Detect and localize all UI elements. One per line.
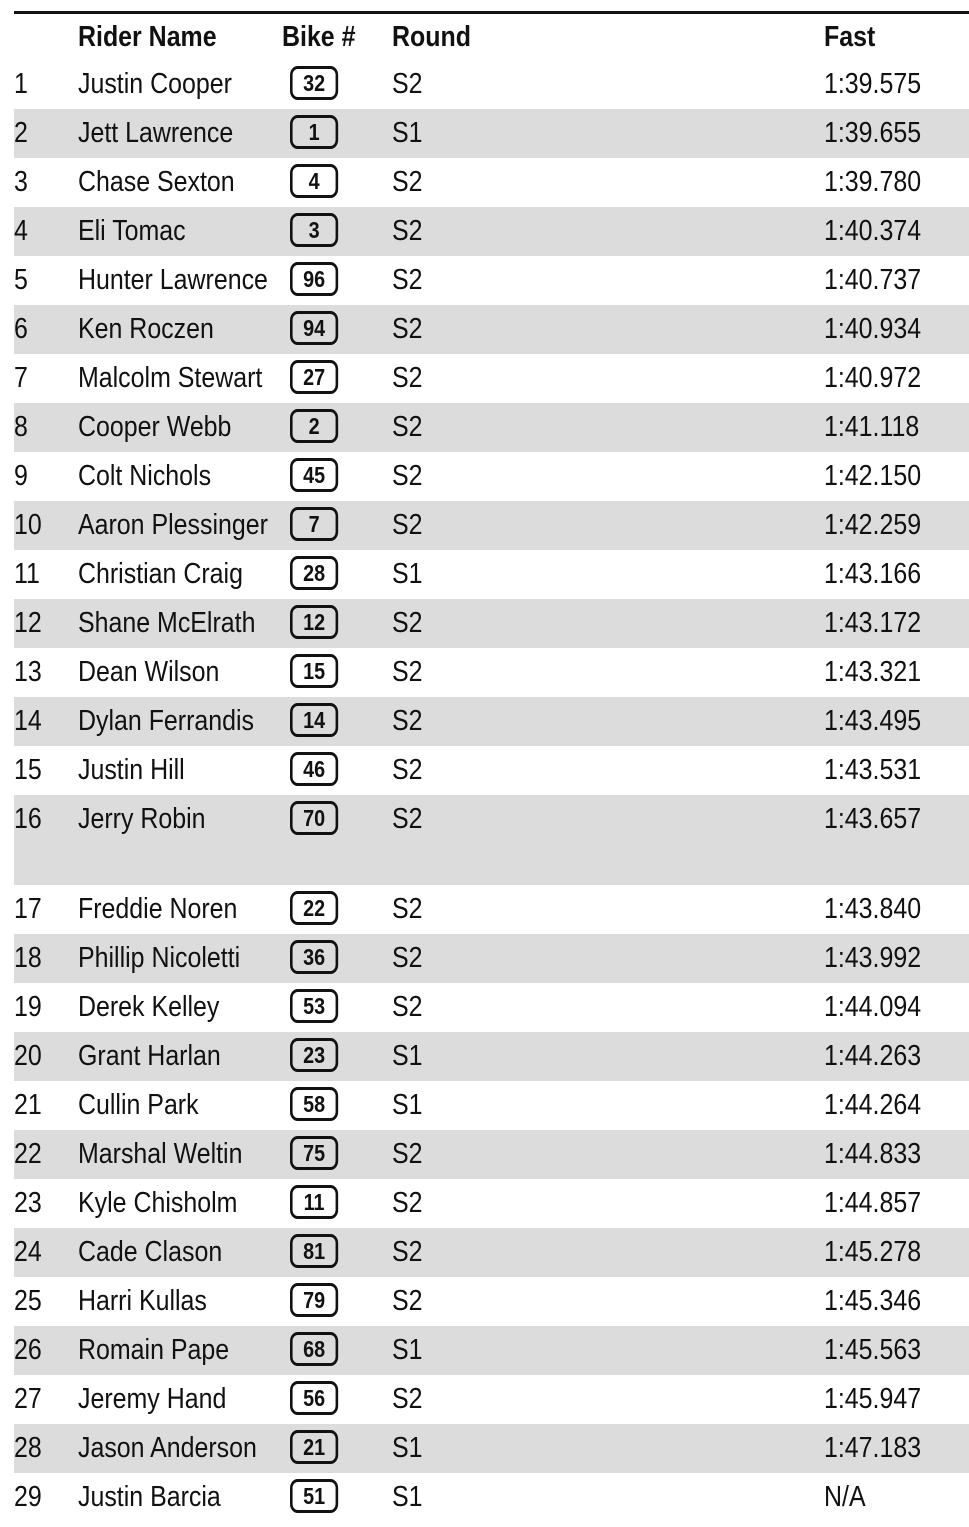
position: 9 bbox=[14, 460, 28, 492]
fast-lap-time: 1:39.780 bbox=[824, 166, 922, 198]
rider-name: Freddie Noren bbox=[78, 893, 238, 925]
position: 10 bbox=[14, 509, 42, 541]
rider-name: Phillip Nicoletti bbox=[78, 942, 241, 974]
position: 16 bbox=[14, 803, 42, 835]
bike-number bbox=[290, 940, 338, 977]
bike-number bbox=[290, 360, 338, 397]
table-row bbox=[14, 60, 969, 109]
rider-name: Justin Cooper bbox=[78, 68, 232, 100]
bike-number bbox=[290, 605, 338, 642]
rider-name: Ken Roczen bbox=[78, 313, 214, 345]
bike-number bbox=[290, 213, 338, 250]
round: S2 bbox=[392, 313, 423, 345]
position: 26 bbox=[14, 1334, 42, 1366]
bike-number bbox=[290, 1283, 338, 1320]
fast-lap-time: 1:43.531 bbox=[824, 754, 922, 786]
position: 19 bbox=[14, 991, 42, 1023]
fast-lap-time: 1:43.495 bbox=[824, 705, 922, 737]
bike-number-badge: 79 bbox=[290, 1283, 338, 1317]
round: S2 bbox=[392, 1138, 423, 1170]
bike-number-badge: 32 bbox=[290, 66, 338, 100]
bike-number bbox=[290, 1136, 338, 1173]
bike-number-badge: 14 bbox=[290, 703, 338, 737]
fast-lap-time: 1:43.840 bbox=[824, 893, 922, 925]
table-header bbox=[14, 14, 969, 60]
bike-number bbox=[290, 1185, 338, 1222]
table-row bbox=[14, 452, 969, 501]
fast-lap-time: 1:42.150 bbox=[824, 460, 922, 492]
round: S2 bbox=[392, 803, 423, 835]
round: S2 bbox=[392, 460, 423, 492]
round: S2 bbox=[392, 754, 423, 786]
header-bike-number: Bike # bbox=[282, 21, 356, 53]
bike-number-badge: 68 bbox=[290, 1332, 338, 1366]
round: S2 bbox=[392, 705, 423, 737]
bike-number bbox=[290, 409, 338, 446]
round: S2 bbox=[392, 1187, 423, 1219]
rider-name: Grant Harlan bbox=[78, 1040, 221, 1072]
table-row bbox=[14, 207, 969, 256]
bike-number bbox=[290, 66, 338, 103]
bike-number bbox=[290, 989, 338, 1026]
bike-number-badge: 53 bbox=[290, 989, 338, 1023]
fast-lap-time: 1:40.934 bbox=[824, 313, 922, 345]
position: 13 bbox=[14, 656, 42, 688]
fast-lap-time: 1:41.118 bbox=[824, 411, 920, 443]
rider-name: Hunter Lawrence bbox=[78, 264, 268, 296]
bike-number-badge: 22 bbox=[290, 891, 338, 925]
table-row bbox=[14, 599, 969, 648]
bike-number-badge: 46 bbox=[290, 752, 338, 786]
bike-number bbox=[290, 311, 338, 348]
bike-number-badge: 70 bbox=[290, 801, 338, 835]
table-body bbox=[14, 60, 969, 1522]
round: S2 bbox=[392, 1236, 423, 1268]
table-row bbox=[14, 1228, 969, 1277]
rider-name: Eli Tomac bbox=[78, 215, 186, 247]
position: 18 bbox=[14, 942, 42, 974]
fast-lap-time: 1:39.655 bbox=[824, 117, 922, 149]
round: S1 bbox=[392, 1334, 423, 1366]
bike-number-badge: 94 bbox=[290, 311, 338, 345]
bike-number bbox=[290, 556, 338, 593]
position: 27 bbox=[14, 1383, 42, 1415]
rider-name: Cullin Park bbox=[78, 1089, 199, 1121]
position: 25 bbox=[14, 1285, 42, 1317]
rider-name: Aaron Plessinger bbox=[78, 509, 268, 541]
table-row bbox=[14, 1277, 969, 1326]
rider-name: Malcolm Stewart bbox=[78, 362, 263, 394]
table-row bbox=[14, 109, 969, 158]
position: 6 bbox=[14, 313, 28, 345]
bike-number-badge: 2 bbox=[290, 409, 338, 443]
bike-number-badge: 15 bbox=[290, 654, 338, 688]
bike-number bbox=[290, 654, 338, 691]
position: 5 bbox=[14, 264, 28, 296]
bike-number-badge: 96 bbox=[290, 262, 338, 296]
rider-name: Christian Craig bbox=[78, 558, 243, 590]
bike-number bbox=[290, 801, 338, 838]
position: 28 bbox=[14, 1432, 42, 1464]
header-rider-name: Rider Name bbox=[78, 21, 217, 53]
fast-lap-time: 1:43.172 bbox=[824, 607, 922, 639]
bike-number bbox=[290, 1381, 338, 1418]
position: 15 bbox=[14, 754, 42, 786]
rider-name: Jason Anderson bbox=[78, 1432, 257, 1464]
table-row bbox=[14, 983, 969, 1032]
round: S2 bbox=[392, 656, 423, 688]
round: S2 bbox=[392, 942, 423, 974]
table-row bbox=[14, 1473, 969, 1522]
header-round: Round bbox=[392, 21, 471, 53]
round: S1 bbox=[392, 1432, 423, 1464]
fast-lap-time: 1:43.321 bbox=[824, 656, 922, 688]
table-row bbox=[14, 256, 969, 305]
position: 1 bbox=[14, 68, 28, 100]
round: S1 bbox=[392, 1481, 423, 1513]
round: S2 bbox=[392, 68, 423, 100]
bike-number-badge: 21 bbox=[290, 1430, 338, 1464]
table-row bbox=[14, 697, 969, 746]
header-fast: Fast bbox=[824, 21, 876, 53]
bike-number bbox=[290, 1234, 338, 1271]
position: 24 bbox=[14, 1236, 42, 1268]
round: S2 bbox=[392, 509, 423, 541]
position: 29 bbox=[14, 1481, 42, 1513]
fast-lap-time: 1:40.374 bbox=[824, 215, 922, 247]
fast-lap-time: 1:47.183 bbox=[824, 1432, 922, 1464]
position: 3 bbox=[14, 166, 28, 198]
fast-lap-time: 1:45.563 bbox=[824, 1334, 922, 1366]
table-row bbox=[14, 1081, 969, 1130]
round: S1 bbox=[392, 1089, 423, 1121]
table-row bbox=[14, 1032, 969, 1081]
position: 8 bbox=[14, 411, 28, 443]
table-row bbox=[14, 354, 969, 403]
rider-name: Romain Pape bbox=[78, 1334, 230, 1366]
bike-number-badge: 75 bbox=[290, 1136, 338, 1170]
table-row bbox=[14, 746, 969, 795]
bike-number-badge: 45 bbox=[290, 458, 338, 492]
results-table bbox=[14, 14, 969, 1522]
bike-number-badge: 28 bbox=[290, 556, 338, 590]
rider-name: Marshal Weltin bbox=[78, 1138, 243, 1170]
round: S1 bbox=[392, 117, 423, 149]
fast-lap-time: 1:45.346 bbox=[824, 1285, 922, 1317]
fast-lap-time: 1:39.575 bbox=[824, 68, 922, 100]
bike-number bbox=[290, 458, 338, 495]
fast-lap-time: 1:43.657 bbox=[824, 803, 922, 835]
round: S2 bbox=[392, 1383, 423, 1415]
bike-number-badge: 4 bbox=[290, 164, 338, 198]
rider-name: Cooper Webb bbox=[78, 411, 232, 443]
table-row bbox=[14, 305, 969, 354]
table-row bbox=[14, 550, 969, 599]
table-row bbox=[14, 501, 969, 550]
bike-number bbox=[290, 1332, 338, 1369]
fast-lap-time: 1:40.972 bbox=[824, 362, 922, 394]
bike-number bbox=[290, 703, 338, 740]
fast-lap-time: 1:43.166 bbox=[824, 558, 922, 590]
fast-lap-time: 1:43.992 bbox=[824, 942, 922, 974]
round: S1 bbox=[392, 558, 423, 590]
fast-lap-time: 1:45.278 bbox=[824, 1236, 922, 1268]
bike-number-badge: 56 bbox=[290, 1381, 338, 1415]
fast-lap-time: 1:44.094 bbox=[824, 991, 922, 1023]
fast-lap-time: 1:44.263 bbox=[824, 1040, 922, 1072]
bike-number-badge: 12 bbox=[290, 605, 338, 639]
rider-name: Derek Kelley bbox=[78, 991, 220, 1023]
position: 2 bbox=[14, 117, 28, 149]
bike-number bbox=[290, 891, 338, 928]
bike-number bbox=[290, 1479, 338, 1516]
table-row bbox=[14, 1179, 969, 1228]
rider-name: Jett Lawrence bbox=[78, 117, 234, 149]
bike-number-badge: 11 bbox=[290, 1185, 338, 1219]
fast-lap-time: 1:44.833 bbox=[824, 1138, 922, 1170]
rider-name: Justin Hill bbox=[78, 754, 185, 786]
round: S1 bbox=[392, 1040, 423, 1072]
rider-name: Jerry Robin bbox=[78, 803, 206, 835]
bike-number-badge: 81 bbox=[290, 1234, 338, 1268]
round: S2 bbox=[392, 991, 423, 1023]
rider-name: Kyle Chisholm bbox=[78, 1187, 238, 1219]
position: 7 bbox=[14, 362, 28, 394]
fast-lap-time: 1:44.264 bbox=[824, 1089, 922, 1121]
bike-number-badge: 51 bbox=[290, 1479, 338, 1513]
bike-number-badge: 36 bbox=[290, 940, 338, 974]
bike-number bbox=[290, 507, 338, 544]
rider-name: Shane McElrath bbox=[78, 607, 256, 639]
bike-number bbox=[290, 1087, 338, 1124]
rider-name: Harri Kullas bbox=[78, 1285, 207, 1317]
round: S2 bbox=[392, 893, 423, 925]
bike-number bbox=[290, 164, 338, 201]
round: S2 bbox=[392, 264, 423, 296]
position: 17 bbox=[14, 893, 42, 925]
table-row bbox=[14, 1424, 969, 1473]
fast-lap-time: 1:44.857 bbox=[824, 1187, 922, 1219]
table-row bbox=[14, 1375, 969, 1424]
rider-name: Jeremy Hand bbox=[78, 1383, 227, 1415]
position: 11 bbox=[14, 558, 40, 590]
table-row bbox=[14, 885, 969, 934]
round: S2 bbox=[392, 166, 423, 198]
fast-lap-time: 1:42.259 bbox=[824, 509, 922, 541]
position: 22 bbox=[14, 1138, 42, 1170]
rider-name: Cade Clason bbox=[78, 1236, 223, 1268]
round: S2 bbox=[392, 215, 423, 247]
table-row bbox=[14, 934, 969, 983]
position: 14 bbox=[14, 705, 42, 737]
bike-number bbox=[290, 262, 338, 299]
position: 4 bbox=[14, 215, 28, 247]
bike-number-badge: 3 bbox=[290, 213, 338, 247]
round: S2 bbox=[392, 607, 423, 639]
bike-number-badge: 23 bbox=[290, 1038, 338, 1072]
rider-name: Dylan Ferrandis bbox=[78, 705, 255, 737]
bike-number bbox=[290, 752, 338, 789]
table-row bbox=[14, 795, 969, 885]
fast-lap-time: 1:40.737 bbox=[824, 264, 922, 296]
rider-name: Chase Sexton bbox=[78, 166, 235, 198]
table-row bbox=[14, 403, 969, 452]
round: S2 bbox=[392, 362, 423, 394]
bike-number-badge: 27 bbox=[290, 360, 338, 394]
position: 21 bbox=[14, 1089, 42, 1121]
bike-number-badge: 58 bbox=[290, 1087, 338, 1121]
table-row bbox=[14, 1326, 969, 1375]
bike-number-badge: 7 bbox=[290, 507, 338, 541]
bike-number bbox=[290, 1038, 338, 1075]
rider-name: Dean Wilson bbox=[78, 656, 220, 688]
rider-name: Colt Nichols bbox=[78, 460, 212, 492]
round: S2 bbox=[392, 1285, 423, 1317]
fast-lap-time: N/A bbox=[824, 1481, 866, 1513]
position: 23 bbox=[14, 1187, 42, 1219]
bike-number bbox=[290, 115, 338, 152]
table-row bbox=[14, 648, 969, 697]
table-row bbox=[14, 158, 969, 207]
position: 20 bbox=[14, 1040, 42, 1072]
bike-number bbox=[290, 1430, 338, 1467]
rider-name: Justin Barcia bbox=[78, 1481, 221, 1513]
round: S2 bbox=[392, 411, 423, 443]
fast-lap-time: 1:45.947 bbox=[824, 1383, 922, 1415]
table-row bbox=[14, 1130, 969, 1179]
position: 12 bbox=[14, 607, 42, 639]
bike-number-badge: 1 bbox=[290, 115, 338, 149]
